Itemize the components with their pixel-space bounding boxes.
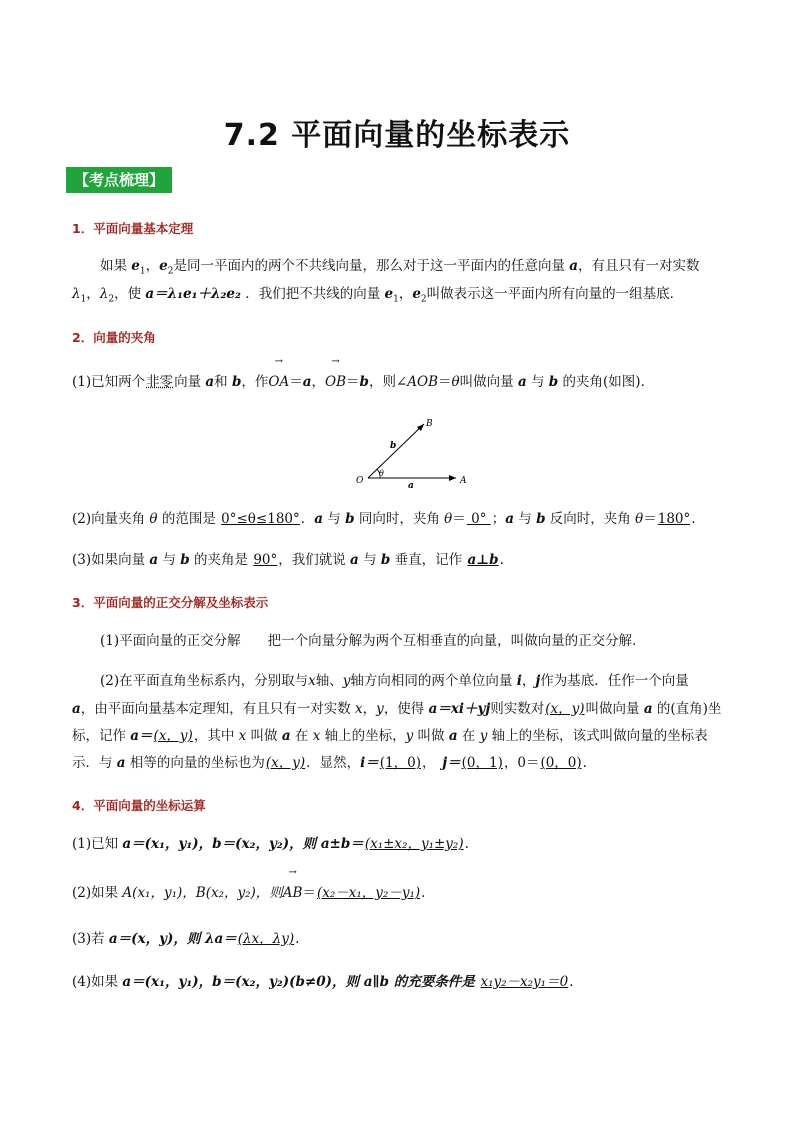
- paragraph-angle-def: (1)已知两个非零向量 a和 b，作→ OA＝a，→ OB＝b，则∠AOB＝θ叫做向量 a 与 b 的夹角(如图)．: [72, 368, 722, 396]
- label-B: B: [426, 419, 433, 429]
- vector-b-line: [368, 424, 424, 478]
- section-heading-2: 2．向量的夹角: [72, 330, 156, 345]
- paragraph-orthogonal: (1)平面向量的正交分解 把一个向量分解为两个互相垂直的向量，叫做向量的正交分解．: [100, 633, 646, 649]
- label-O: O: [356, 476, 364, 486]
- label-b: b: [390, 441, 397, 451]
- formula-vector-from-points: (2)如果 A(x₁，y₁)，B(x₂，y₂)，则→ AB＝(x₂－x₁，y₂－y₁).: [72, 879, 722, 907]
- section-badge: 【考点梳理】: [66, 167, 172, 193]
- section-heading-1: 1．平面向量基本定理: [72, 221, 194, 236]
- paragraph-coordinates-3: 标，记作 a＝(x，y)，其中 x 叫做 a 在 x 轴上的坐标，y 叫做 a 在 y 轴上的坐标，该式叫做向量的坐标表: [72, 728, 708, 744]
- page-title: 7.2 平面向量的坐标表示: [223, 118, 571, 153]
- label-A: A: [460, 476, 467, 486]
- paragraph-coordinates-2: a，由平面向量基本定理知，有且只有一对实数 x，y，使得 a＝xi＋yj则实数对(x，y)叫做向量 a 的(直角)坐: [72, 701, 722, 717]
- section-heading-4: 4．平面向量的坐标运算: [72, 798, 206, 813]
- label-theta: θ: [379, 469, 384, 478]
- paragraph-coordinates-1: (2)在平面直角坐标系内，分别取与x轴、y轴方向相同的两个单位向量 i，j作为基底．任作一个向量: [100, 673, 689, 689]
- formula-scalar-multiply: (3)若 a＝(x，y)，则 λa＝(λx，λy).: [72, 931, 300, 947]
- paragraph-basis-theorem: 如果 $e_1$，$e_2$是同一平面内的两个不共线向量，那么对于这一平面内的任意向量 a，有且只有一对实数: [100, 258, 700, 277]
- label-a: a: [408, 481, 414, 490]
- arrowhead-a-icon: [449, 475, 456, 481]
- formula-add-subtract: (1)已知 a＝(x₁，y₁)，b＝(x₂，y₂)，则 a±b＝(x₁±x₂，y₁±y₂).: [72, 836, 469, 852]
- paragraph-coordinates-4: 示．与 a 相等的向量的坐标也为(x，y)．显然，i＝(1，0)， j＝(0，1)，0＝(0，0).: [72, 755, 587, 771]
- section-heading-3: 3．平面向量的正交分解及坐标表示: [72, 595, 269, 610]
- paragraph-basis-theorem-cont: $\lambda_1$，$\lambda_2$，使 a＝λ₁e₁＋λ₂e₂ ．我们把不共线的向量 $e_1$，$e_2$叫做表示这一平面内所有向量的一组基底．: [72, 286, 684, 305]
- angle-diagram: [350, 410, 480, 490]
- paragraph-perpendicular: (3)如果向量 a 与 b 的夹角是 90°，我们就说 a 与 b 垂直，记作 a⊥b.: [72, 552, 504, 568]
- formula-parallel-condition: (4)如果 a＝(x₁，y₁)，b＝(x₂，y₂)(b≠0)，则 a∥b 的充要条件是 x₁y₂－x₂y₁＝0.: [72, 974, 574, 990]
- paragraph-angle-range: (2)向量夹角 θ 的范围是 0°≤θ≤180°．a 与 b 同向时，夹角 θ＝ 0° ；a 与 b 反向时，夹角 θ＝180°.: [72, 511, 696, 527]
